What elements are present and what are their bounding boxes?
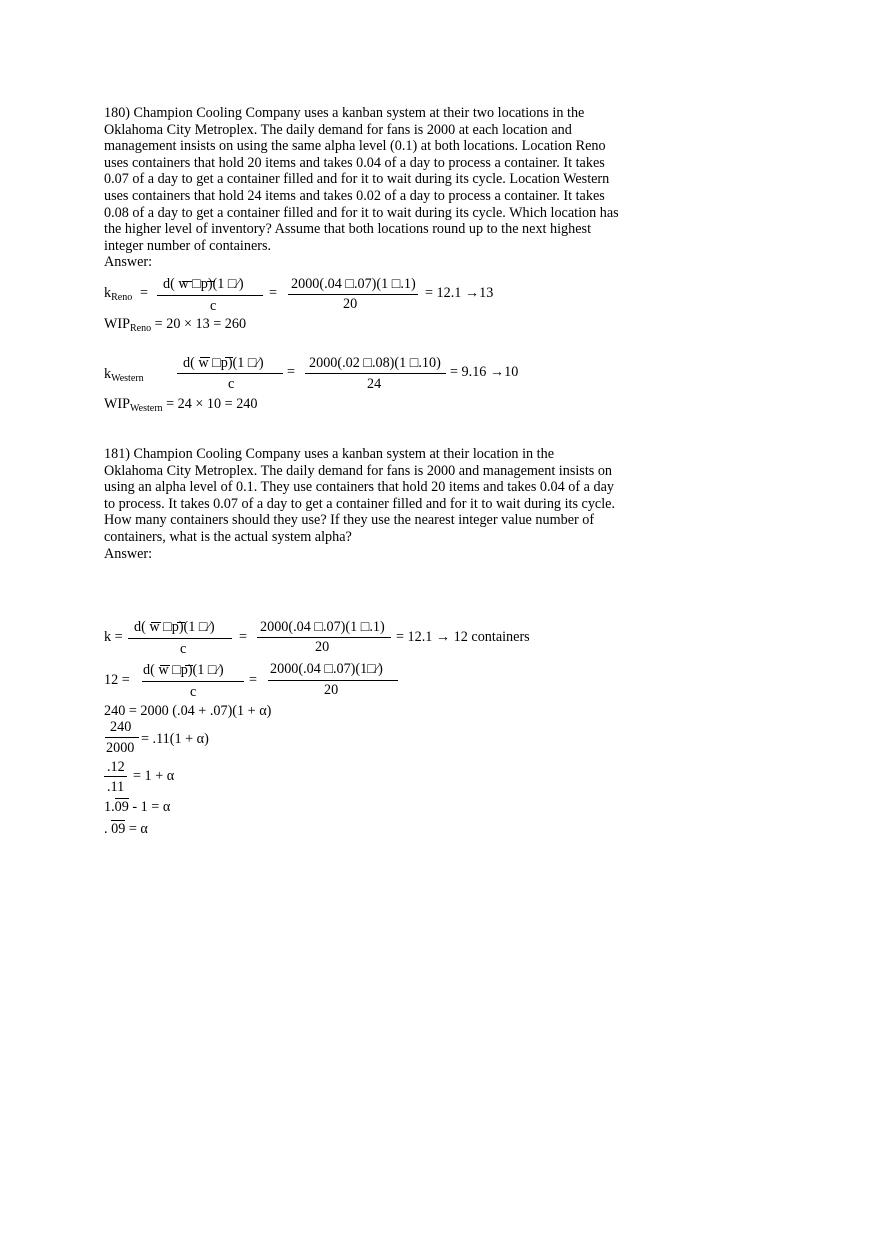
overline bbox=[151, 622, 161, 623]
numeric-denominator: 24 bbox=[367, 376, 382, 392]
formula-numerator: d( w □p)(1 □∕) bbox=[163, 276, 244, 292]
fraction-bar bbox=[305, 373, 446, 374]
equation-step: 1.09 - 1 = α bbox=[104, 799, 171, 815]
formula-numerator: d( w □p)(1 □∕) bbox=[143, 662, 224, 678]
overline bbox=[160, 665, 170, 666]
k-western-label: $k_{Western}$ bbox=[104, 366, 144, 384]
overline bbox=[200, 357, 210, 358]
question-180-line: Oklahoma City Metroplex. The daily demand for fans is 2000 at each location and bbox=[104, 121, 572, 138]
fraction-bar bbox=[157, 295, 263, 296]
k-result: = 12.1 → 12 containers bbox=[396, 629, 530, 645]
fraction-bar bbox=[128, 638, 232, 639]
fraction-bar bbox=[268, 680, 398, 681]
fraction-denominator: 2000 bbox=[106, 740, 135, 756]
fraction-bar bbox=[105, 737, 139, 738]
equals-sign: = bbox=[239, 629, 248, 645]
overline bbox=[177, 622, 185, 623]
equation-rhs: = 1 + α bbox=[133, 768, 175, 784]
k-western-result: = 9.16 →10 bbox=[450, 364, 519, 380]
question-180-line: 0.08 of a day to get a container filled and for it to wait during its cycle. Which location has bbox=[104, 204, 619, 221]
question-181-line: How many containers should they use? If they use the nearest integer value number of bbox=[104, 512, 595, 529]
k-reno-result: = 12.1 →13 bbox=[425, 285, 494, 301]
formula-denominator: c bbox=[228, 376, 235, 392]
overline bbox=[185, 665, 193, 666]
equation-step: . 09 = α bbox=[104, 821, 148, 837]
numeric-numerator: 2000(.04 □.07)(1 □.1) bbox=[260, 619, 385, 635]
wip-western: $WIP_{Western} = 24 \times 10 = 240$ bbox=[104, 396, 258, 414]
formula-denominator: c bbox=[190, 684, 197, 700]
numeric-numerator: 2000(.02 □.08)(1 □.10) bbox=[309, 355, 441, 371]
question-180-line: 0.07 of a day to get a container filled and for it to wait during its cycle. Location Western bbox=[104, 171, 610, 188]
question-181-line: to process. It takes 0.07 of a day to get a container filled and for it to wait during its cycle. bbox=[104, 495, 615, 512]
fraction-bar bbox=[142, 681, 244, 682]
fraction-numerator: .12 bbox=[107, 759, 125, 775]
numeric-denominator: 20 bbox=[315, 639, 330, 655]
question-181-line: 181) Champion Cooling Company uses a kanban system at their location in the bbox=[104, 446, 554, 462]
question-181-line: containers, what is the actual system alpha? bbox=[104, 528, 352, 545]
fraction-bar bbox=[104, 776, 127, 777]
question-181-line: Oklahoma City Metroplex. The daily demand for fans is 2000 and management insists on bbox=[104, 462, 613, 479]
overline bbox=[207, 281, 215, 282]
question-180-line: management insists on using the same alpha level (0.1) at both locations. Location Reno bbox=[104, 138, 606, 155]
overline bbox=[115, 798, 129, 799]
equals-sign: = bbox=[140, 285, 149, 301]
fraction-denominator: .11 bbox=[107, 779, 125, 795]
equals-sign: = bbox=[269, 285, 278, 301]
formula-denominator: c bbox=[210, 298, 217, 314]
wip-reno: $WIP_{Reno} = 20 \times 13 = 260$ bbox=[104, 316, 247, 334]
equation-rhs: = .11(1 + α) bbox=[141, 731, 209, 747]
equation-step: 240 = 2000 (.04 + .07)(1 + α) bbox=[104, 703, 272, 719]
fraction-bar bbox=[257, 637, 391, 638]
answer-label: Answer: bbox=[104, 254, 153, 271]
numeric-denominator: 20 bbox=[324, 682, 339, 698]
equals-sign: = bbox=[249, 672, 258, 688]
fraction-bar bbox=[288, 294, 418, 295]
question-180-line: 180) Champion Cooling Company uses a kanban system at their two locations in the bbox=[104, 105, 585, 121]
overline bbox=[225, 357, 233, 358]
equals-sign: = bbox=[287, 364, 296, 380]
k-reno-label: $k_{Reno}$ bbox=[104, 285, 133, 303]
question-180-line: uses containers that hold 24 items and takes 0.02 of a day to process a container. It takes bbox=[104, 187, 605, 204]
k-label: k = bbox=[104, 629, 123, 645]
overline bbox=[111, 820, 125, 821]
numeric-numerator: 2000(.04 □.07)(1□∕) bbox=[270, 661, 383, 677]
formula-numerator: d( w □p)(1 □∕) bbox=[183, 355, 264, 371]
question-180-line: uses containers that hold 20 items and takes 0.04 of a day to process a container. It takes bbox=[104, 154, 605, 171]
question-180-line: the higher level of inventory? Assume that both locations round up to the next highest bbox=[104, 221, 592, 238]
overline bbox=[182, 281, 192, 282]
formula-denominator: c bbox=[180, 641, 187, 657]
numeric-numerator: 2000(.04 □.07)(1 □.1) bbox=[291, 276, 416, 292]
numeric-denominator: 20 bbox=[343, 296, 358, 312]
twelve-equals: 12 = bbox=[104, 672, 130, 688]
question-181-text bbox=[104, 446, 644, 562]
formula-numerator: d( w □p)(1 □∕) bbox=[134, 619, 215, 635]
answer-label: Answer: bbox=[104, 545, 153, 562]
fraction-bar bbox=[177, 373, 283, 374]
question-180-line: integer number of containers. bbox=[104, 237, 272, 254]
question-180-text bbox=[104, 105, 644, 271]
question-181-line: using an alpha level of 0.1. They use containers that hold 20 items and takes 0.04 of a day bbox=[104, 479, 614, 496]
fraction-numerator: 240 bbox=[110, 719, 132, 735]
